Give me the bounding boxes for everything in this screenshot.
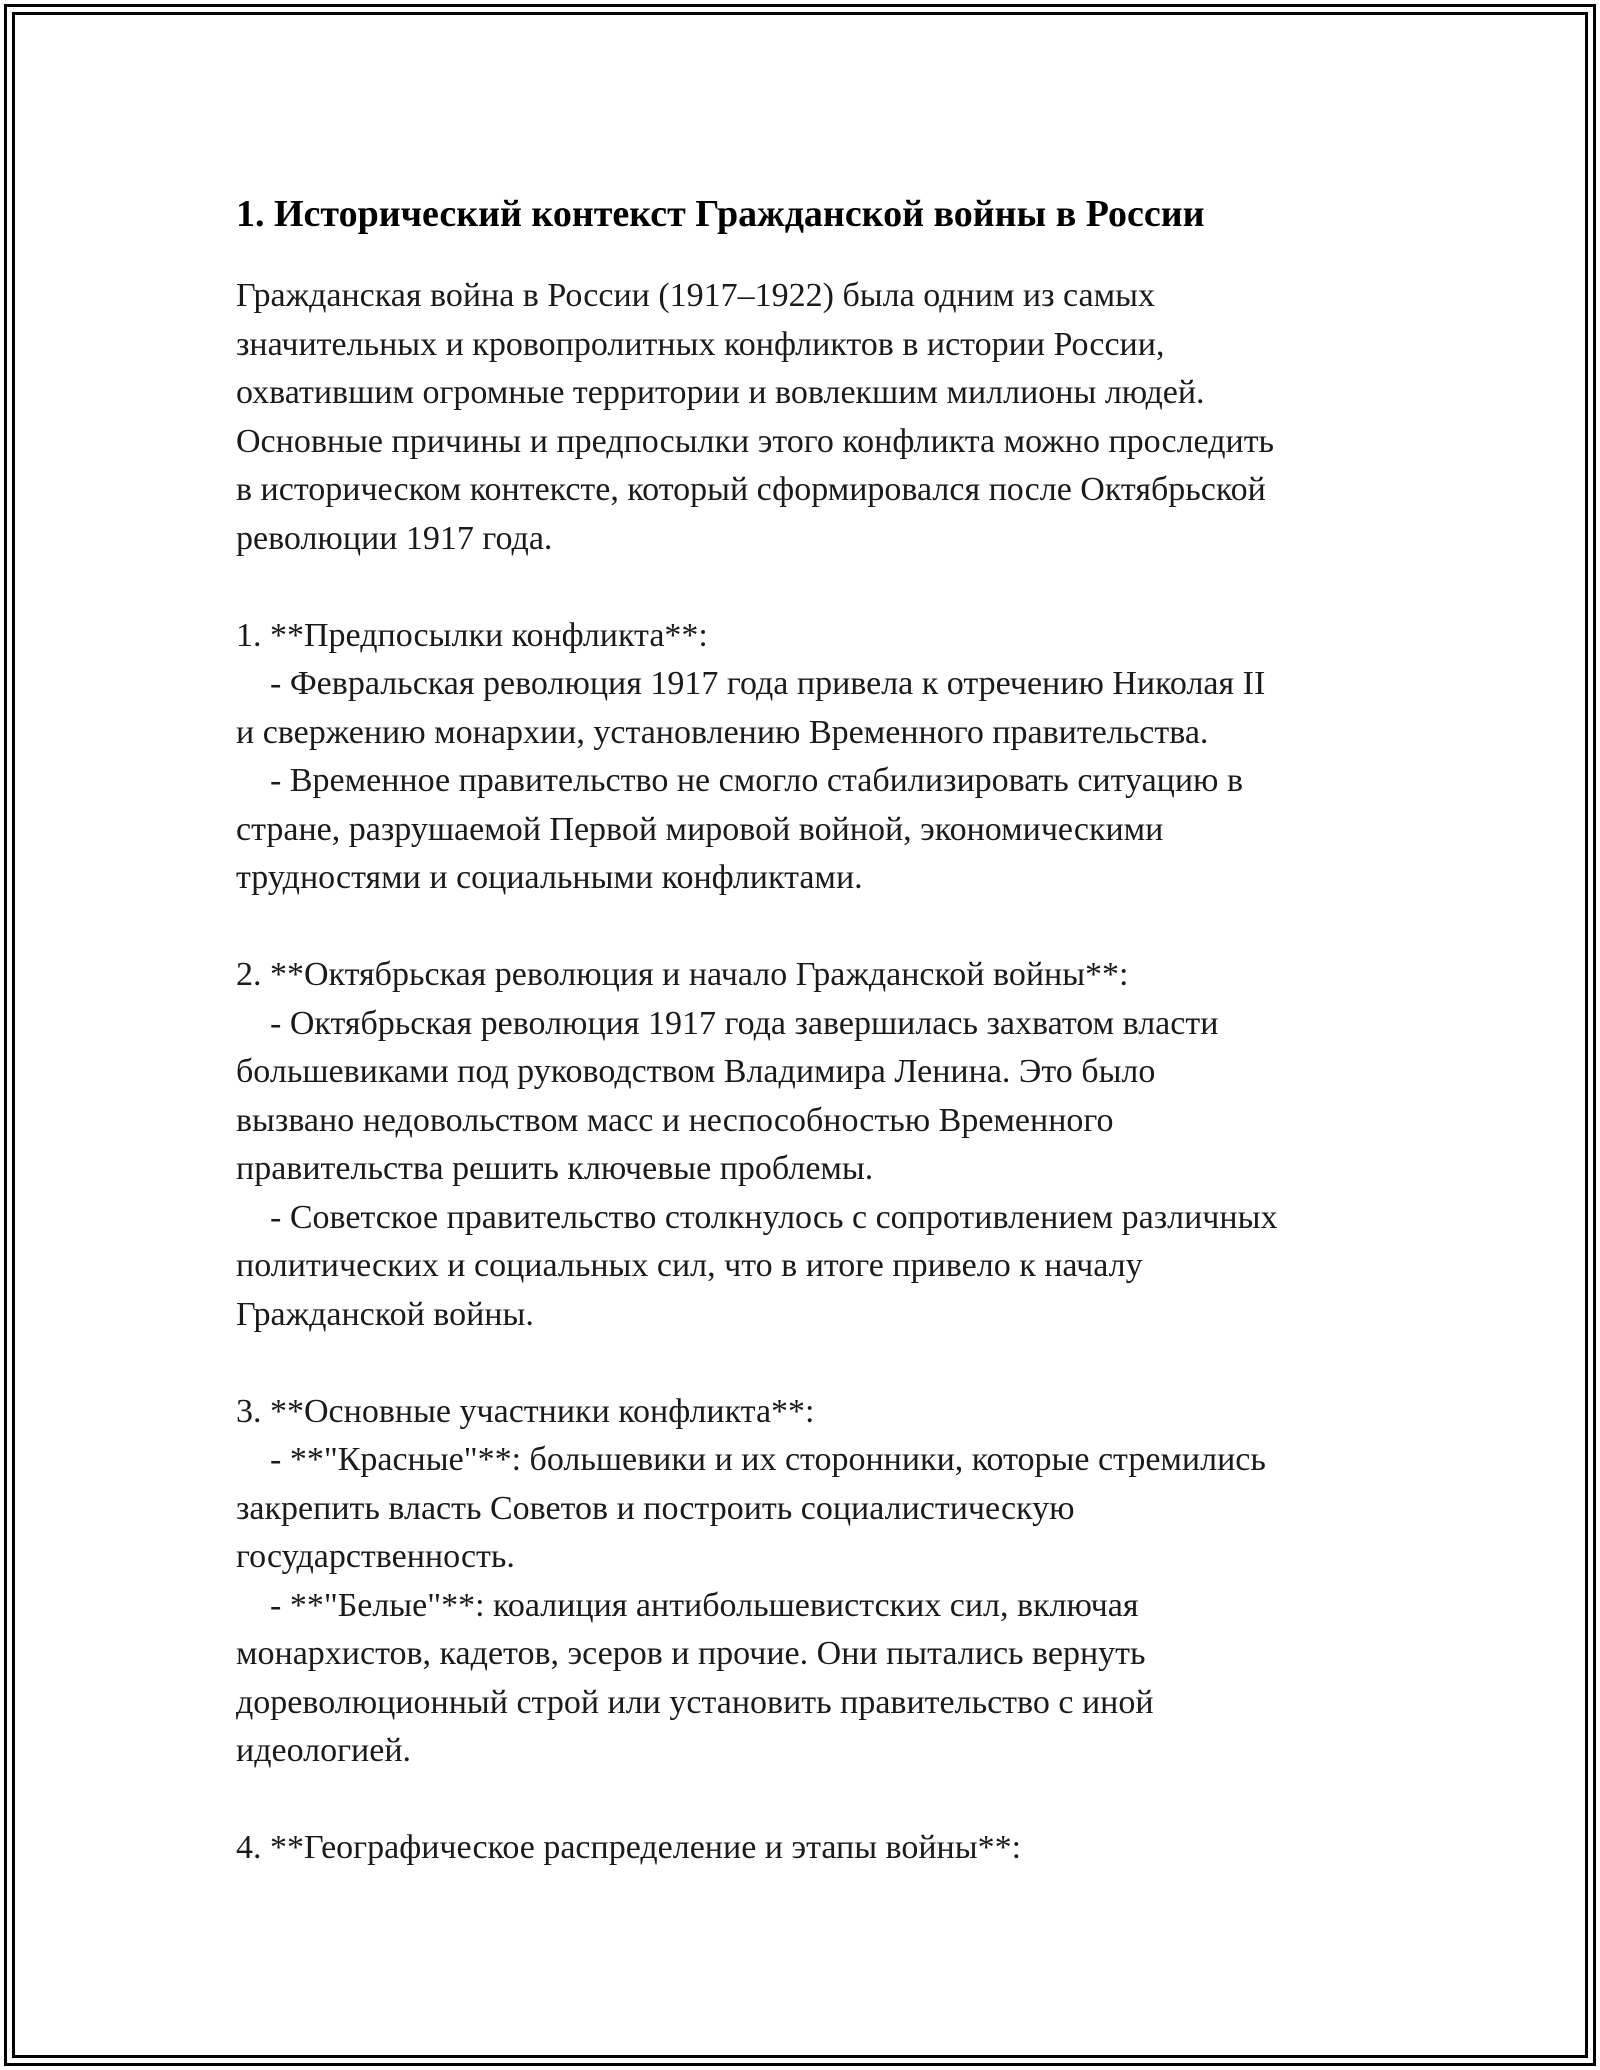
- section-line: правительства решить ключевые проблемы.: [236, 1150, 874, 1187]
- section-line: и свержению монархии, установлению Временного правительства.: [236, 713, 1209, 751]
- paragraph-gap: [236, 903, 1396, 952]
- section-line: стране, разрушаемой Первой мировой войной, экономическими: [236, 810, 1164, 848]
- section-line: государственность.: [236, 1538, 515, 1575]
- section-heading: 1. **Предпосылки конфликта**:: [236, 616, 708, 654]
- intro-paragraph: [236, 272, 1396, 563]
- section-line: - Февральская революция 1917 года привела к отречению Николая II: [236, 665, 1266, 702]
- section-1: [236, 612, 1396, 903]
- section-line: монархистов, кадетов, эсеров и прочие. Они пытались вернуть: [236, 1635, 1146, 1672]
- paragraph-gap: [236, 563, 1396, 612]
- section-body: [236, 1436, 1396, 1776]
- section-line: закрепить власть Советов и построить социалистическую: [236, 1489, 1075, 1527]
- intro-line: охватившим огромные территории и вовлекшим миллионы людей.: [236, 374, 1205, 411]
- section-line: - **"Красные"**: большевики и их сторонники, которые стремились: [236, 1441, 1266, 1478]
- paragraph-gap: [236, 1339, 1396, 1388]
- section-heading: 3. **Основные участники конфликта**:: [236, 1392, 815, 1430]
- section-heading: 2. **Октябрьская революция и начало Гражданской войны**:: [236, 956, 1129, 993]
- section-line: политических и социальных сил, что в итоге привело к началу: [236, 1247, 1143, 1284]
- section-4: [236, 1824, 1396, 1873]
- section-heading: 4. **Географическое распределение и этапы войны**:: [236, 1829, 1022, 1866]
- section-2: [236, 951, 1396, 1339]
- intro-line: революции 1917 года.: [236, 519, 553, 557]
- section-body: [236, 660, 1396, 903]
- paragraph-gap: [236, 1776, 1396, 1825]
- section-line: трудностями и социальными конфликтами.: [236, 859, 863, 896]
- document-title: 1. Исторический контекст Гражданской войны в России: [236, 193, 1205, 235]
- intro-line: Основные причины и предпосылки этого конфликта можно проследить: [236, 422, 1275, 460]
- section-3: [236, 1388, 1396, 1776]
- section-line: вызвано недовольством масс и неспособностью Временного: [236, 1101, 1114, 1139]
- intro-line: значительных и кровопролитных конфликтов в истории России,: [236, 325, 1165, 363]
- document-page: [236, 184, 1396, 1873]
- section-body: [236, 1000, 1396, 1340]
- section-line: - Октябрьская революция 1917 года завершилась захватом власти: [236, 1004, 1219, 1042]
- intro-line: Гражданская война в России (1917–1922) была одним из самых: [236, 277, 1155, 314]
- section-line: Гражданской войны.: [236, 1295, 534, 1333]
- section-line: большевиками под руководством Владимира Ленина. Это было: [236, 1053, 1156, 1090]
- section-line: идеологией.: [236, 1732, 412, 1769]
- intro-line: в историческом контексте, который сформировался после Октябрьской: [236, 471, 1266, 508]
- section-line: - Советское правительство столкнулось с сопротивлением различных: [236, 1198, 1278, 1236]
- section-line: дореволюционный строй или установить правительство с иной: [236, 1683, 1154, 1721]
- section-line: - **"Белые"**: коалиция антибольшевистских сил, включая: [236, 1586, 1139, 1624]
- section-line: - Временное правительство не смогло стабилизировать ситуацию в: [236, 762, 1244, 799]
